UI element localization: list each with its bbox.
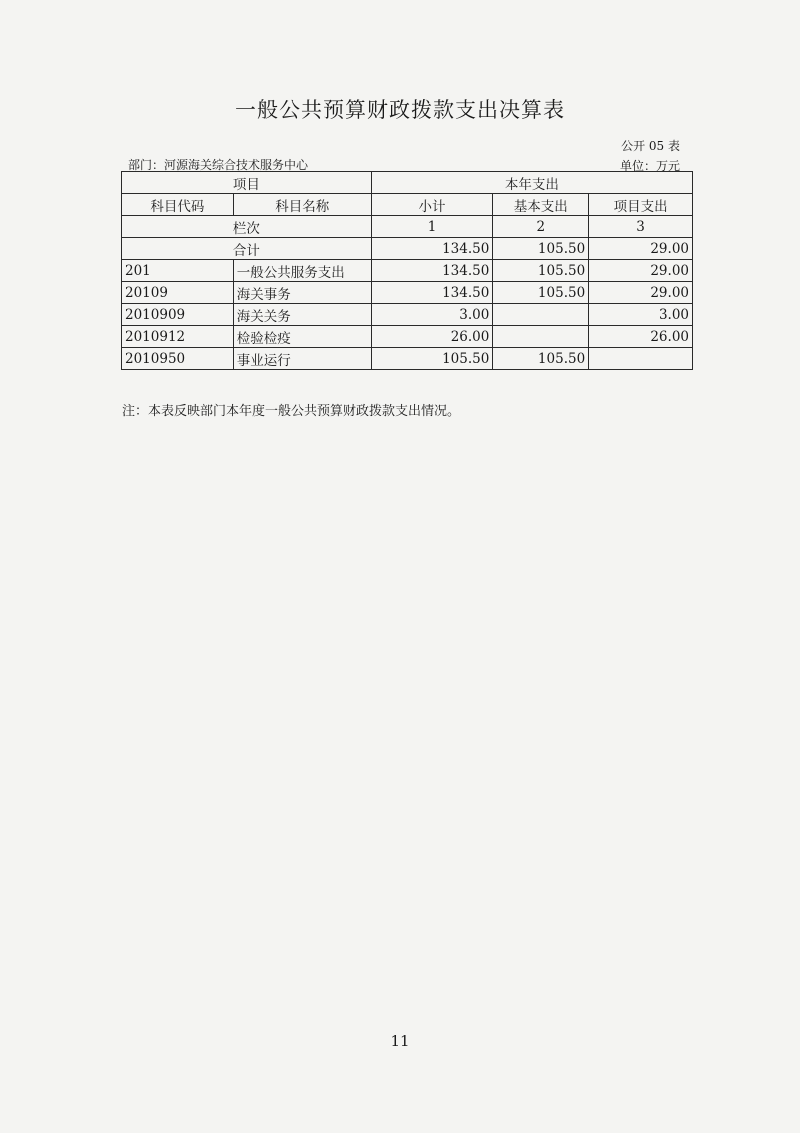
expenditure-table (121, 171, 693, 370)
row-subtotal: 3.00 (371, 304, 493, 326)
column-index-1: 1 (371, 216, 493, 238)
column-label: 栏次 (122, 216, 372, 238)
total-row (122, 238, 693, 260)
page-title: 一般公共预算财政拨款支出决算表 (235, 98, 565, 122)
row-project: 29.00 (589, 260, 693, 282)
department-label: 部门：河源海关综合技术服务中心 (128, 158, 309, 172)
table-row (122, 260, 693, 282)
header-subtotal: 小计 (371, 194, 493, 216)
unit-label: 单位：万元 (619, 159, 680, 173)
header-project-expense: 项目支出 (589, 194, 693, 216)
row-code: 2010950 (122, 348, 234, 370)
row-project: 3.00 (589, 304, 693, 326)
row-subtotal: 26.00 (371, 326, 493, 348)
table-row (122, 282, 693, 304)
column-index-3: 3 (589, 216, 693, 238)
page-number: 11 (390, 1032, 410, 1050)
header-code: 科目代码 (122, 194, 234, 216)
total-label: 合计 (122, 238, 372, 260)
total-basic: 105.50 (493, 238, 589, 260)
row-code: 2010912 (122, 326, 234, 348)
row-subtotal: 105.50 (371, 348, 493, 370)
row-code: 201 (122, 260, 234, 282)
table-note: 注：本表反映部门本年度一般公共预算财政拨款支出情况。 (122, 404, 461, 419)
header-row-1 (122, 172, 693, 194)
header-current-year: 本年支出 (371, 172, 692, 194)
row-code: 20109 (122, 282, 234, 304)
header-row-2 (122, 194, 693, 216)
row-subtotal: 134.50 (371, 260, 493, 282)
total-project: 29.00 (589, 238, 693, 260)
row-project: 29.00 (589, 282, 693, 304)
row-code: 2010909 (122, 304, 234, 326)
row-basic: 105.50 (493, 348, 589, 370)
row-project (589, 348, 693, 370)
row-project: 26.00 (589, 326, 693, 348)
table-row (122, 326, 693, 348)
table-row (122, 304, 693, 326)
row-subtotal: 134.50 (371, 282, 493, 304)
header-basic: 基本支出 (493, 194, 589, 216)
form-number: 公开 05 表 (621, 139, 680, 153)
header-project: 项目 (122, 172, 372, 194)
row-basic (493, 304, 589, 326)
row-name: 事业运行 (233, 348, 371, 370)
row-name: 检验检疫 (233, 326, 371, 348)
header-name: 科目名称 (233, 194, 371, 216)
column-index-2: 2 (493, 216, 589, 238)
row-basic: 105.50 (493, 260, 589, 282)
table-row (122, 348, 693, 370)
total-subtotal: 134.50 (371, 238, 493, 260)
row-basic: 105.50 (493, 282, 589, 304)
row-basic (493, 326, 589, 348)
row-name: 一般公共服务支出 (233, 260, 371, 282)
row-name: 海关关务 (233, 304, 371, 326)
column-index-row (122, 216, 693, 238)
row-name: 海关事务 (233, 282, 371, 304)
